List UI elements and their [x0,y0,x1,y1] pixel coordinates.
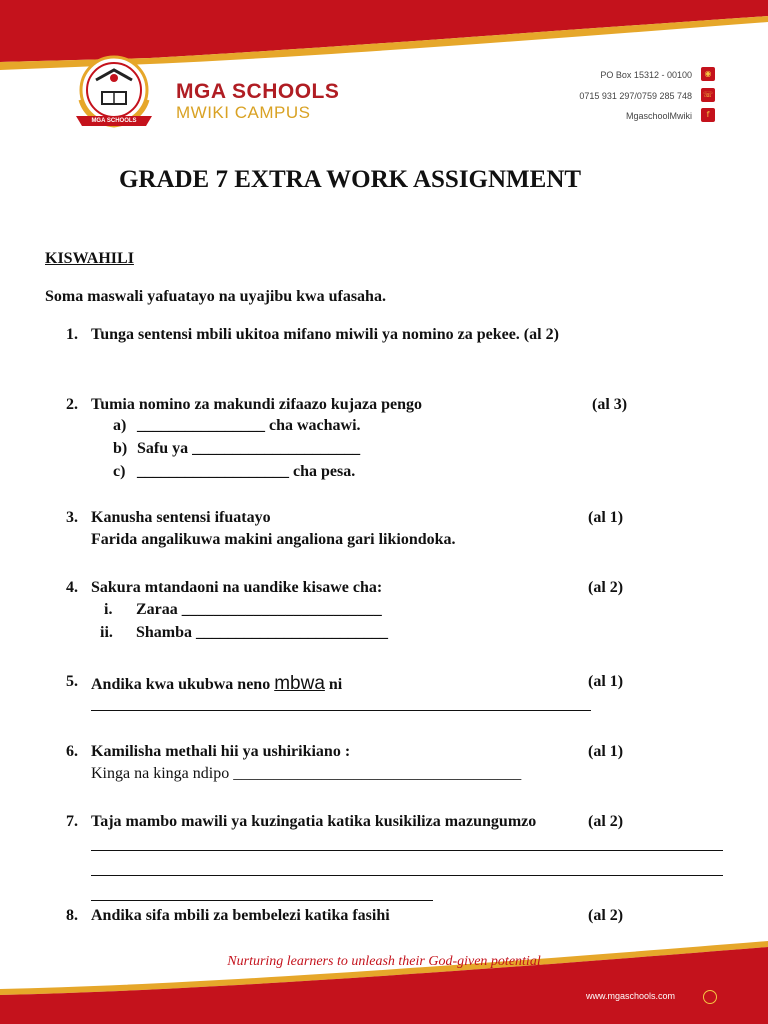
footer-band [0,935,768,1024]
question-marks: (al 2) [588,579,624,596]
question-text: Tumia nomino za makundi zifaazo kujaza pengo [91,396,423,413]
question-text-part: ni [328,676,343,693]
answer-line [91,710,591,711]
instructions: Soma maswali yafuatayo na uyajibu kwa ufasaha. [45,288,386,305]
question-text: Sakura mtandaoni na uandike kisawe cha: [91,579,383,596]
question-text: Andika sifa mbili za bembelezi katika fasihi [91,907,390,924]
question-text [91,673,342,695]
sub-item-text: ________________ cha wachawi. [137,417,361,434]
school-name: MGA SCHOOLS [176,80,340,103]
school-logo [66,52,162,138]
school-motto: Nurturing learners to unleash their God-given potential [227,954,541,969]
question-number: 7. [66,813,78,830]
question-number: 3. [66,509,78,526]
answer-line [91,850,723,851]
question-number: 8. [66,907,78,924]
globe-icon [703,990,717,1004]
sub-item-label: b) [113,440,128,457]
question-text-part: Andika kwa ukubwa neno [91,676,271,693]
question-text: Kanusha sentensi ifuatayo [91,509,271,526]
location-icon: ◉ [701,67,715,81]
sub-item-text: Shamba ________________________ [136,624,389,641]
question-text: Taja mambo mawili ya kuzingatia katika kusikiliza mazungumzo [91,813,537,830]
answer-line [91,900,433,901]
sub-item-label: c) [113,463,126,480]
question-detail: Farida angalikuwa makini angaliona gari likiondoka. [91,531,456,548]
question-number: 5. [66,673,78,690]
question-number: 6. [66,743,78,760]
sub-item-label: i. [104,601,113,618]
question-detail: Kinga na kinga ndipo ____________________________________ [91,765,522,782]
sub-item-text: Zaraa _________________________ [136,601,382,618]
contact-phone: 0715 931 297/0759 285 748 [579,91,692,101]
contact-social: MgaschoolMwiki [625,111,692,121]
question-marks: (al 1) [588,673,624,690]
website-link[interactable]: www.mgaschools.com [586,991,676,1001]
question-number: 1. [66,326,78,343]
question-number: 4. [66,579,78,596]
campus-name: MWIKI CAMPUS [176,103,311,122]
logo-banner-text: MGA SCHOOLS [91,118,137,124]
sub-item-text: ___________________ cha pesa. [137,463,356,480]
subject-heading: KISWAHILI [45,250,134,267]
question-marks: (al 2) [588,907,624,924]
sub-item-label: a) [113,417,127,434]
question-text: Kamilisha methali hii ya ushirikiano : [91,743,351,760]
document-title: GRADE 7 EXTRA WORK ASSIGNMENT [118,166,582,193]
contact-address: PO Box 15312 - 00100 [600,70,692,80]
question-marks: (al 2) [588,813,624,830]
highlighted-word: mbwa [274,673,325,694]
phone-icon: ☏ [701,88,715,102]
sub-item-label: ii. [100,624,113,641]
sub-item-text: Safu ya _____________________ [137,440,361,457]
question-number: 2. [66,396,78,413]
question-marks: (al 3) [592,396,628,413]
question-marks: (al 1) [588,509,624,526]
question-text: Tunga sentensi mbili ukitoa mifano miwili ya nomino za pekee. (al 2) [91,326,559,343]
answer-line [91,875,723,876]
question-marks: (al 1) [588,743,624,760]
facebook-icon: f [701,108,715,122]
